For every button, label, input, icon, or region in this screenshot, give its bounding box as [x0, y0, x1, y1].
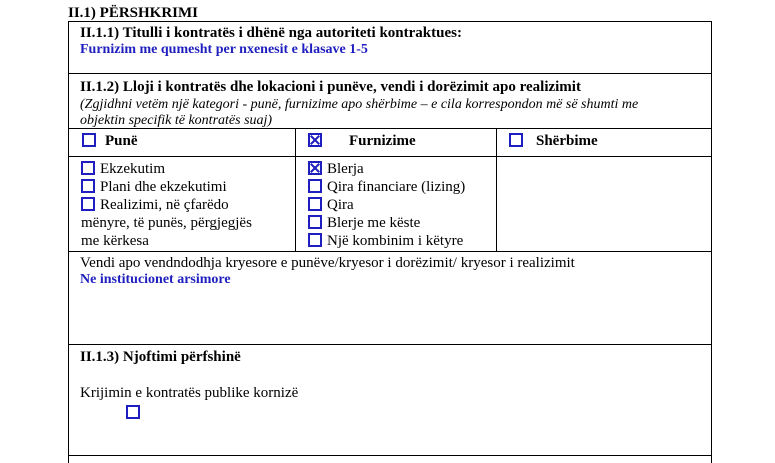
option-label: Plani dhe ekzekutimi: [100, 179, 227, 195]
divider-5: [68, 344, 711, 345]
option-blerja[interactable]: [308, 160, 364, 178]
table-left-border: [68, 21, 69, 463]
option-plani-ekzekutimi[interactable]: [81, 178, 227, 196]
checkbox-pune-icon[interactable]: [82, 133, 96, 147]
s112-hint-line2: objektin specifik të kontratës suaj): [80, 113, 273, 128]
option-realizimi-cont-2: me kërkesa: [81, 233, 149, 249]
category-furnizime[interactable]: [308, 132, 416, 150]
checkbox-furnizime-checked-icon[interactable]: [308, 133, 322, 147]
checkbox-icon[interactable]: [308, 197, 322, 211]
col-divider-1: [295, 128, 296, 251]
section-heading: II.1) PËRSHKRIMI: [68, 5, 199, 21]
col-divider-2: [496, 128, 497, 251]
checkbox-sherbime-icon[interactable]: [509, 133, 523, 147]
option-label: Realizimi, në çfarëdo: [100, 197, 229, 213]
checkbox-checked-icon[interactable]: [308, 161, 322, 175]
divider-1: [68, 73, 711, 74]
s112-hint-line1: (Zgjidhni vetëm një kategori - punë, furnizime apo shërbime – e cila korrespondon më së shumti me: [80, 97, 639, 112]
option-label: Blerja: [327, 161, 364, 177]
checkbox-icon[interactable]: [81, 161, 95, 175]
category-sherbime[interactable]: [509, 132, 598, 150]
s113-text: Krijimin e kontratës publike kornizë: [80, 385, 299, 401]
option-ekzekutim[interactable]: [81, 160, 165, 178]
category-pune[interactable]: [82, 132, 138, 150]
option-label: Qira financiare (lizing): [327, 179, 466, 195]
option-label: Ekzekutim: [100, 161, 165, 177]
divider-3: [68, 156, 711, 157]
checkbox-icon[interactable]: [308, 233, 322, 247]
category-furnizime-label: Furnizime: [349, 133, 416, 149]
s111-value: Furnizim me qumesht per nxenesit e klasave 1-5: [80, 42, 368, 57]
checkbox-icon[interactable]: [126, 405, 140, 419]
option-label: Një kombinim i këtyre: [327, 233, 464, 249]
s111-label: II.1.1) Titulli i kontratës i dhënë nga autoriteti kontraktues:: [80, 25, 462, 41]
option-blerje-me-keste[interactable]: [308, 214, 420, 232]
checkbox-icon[interactable]: [308, 179, 322, 193]
option-qira[interactable]: [308, 196, 354, 214]
s112-label: II.1.2) Lloji i kontratës dhe lokacioni i punëve, vendi i dorëzimit apo realizimit: [80, 79, 581, 95]
s113-label: II.1.3) Njoftimi përfshinë: [80, 349, 241, 365]
category-sherbime-label: Shërbime: [536, 133, 598, 149]
checkbox-icon[interactable]: [308, 215, 322, 229]
option-label: Blerje me këste: [327, 215, 421, 231]
option-realizimi-cont-1: mënyre, të punës, përgjegjës: [81, 215, 252, 231]
location-value: Ne institucionet arsimore: [80, 272, 231, 287]
option-realizimi[interactable]: [81, 196, 229, 214]
divider-4: [68, 251, 711, 252]
checkbox-icon[interactable]: [81, 197, 95, 211]
checkbox-icon[interactable]: [81, 179, 95, 193]
category-pune-label: Punë: [105, 133, 138, 149]
table-top-border: [68, 21, 711, 22]
table-right-border: [711, 21, 712, 463]
option-kombinim[interactable]: [308, 232, 463, 250]
divider-6: [68, 455, 711, 456]
s113-checkbox[interactable]: [126, 405, 145, 423]
location-label: Vendi apo vendndodhja kryesore e punëve/kryesor i dorëzimit/ kryesor i realizimit: [80, 255, 575, 271]
option-label: Qira: [327, 197, 354, 213]
option-qira-financiare[interactable]: [308, 178, 465, 196]
